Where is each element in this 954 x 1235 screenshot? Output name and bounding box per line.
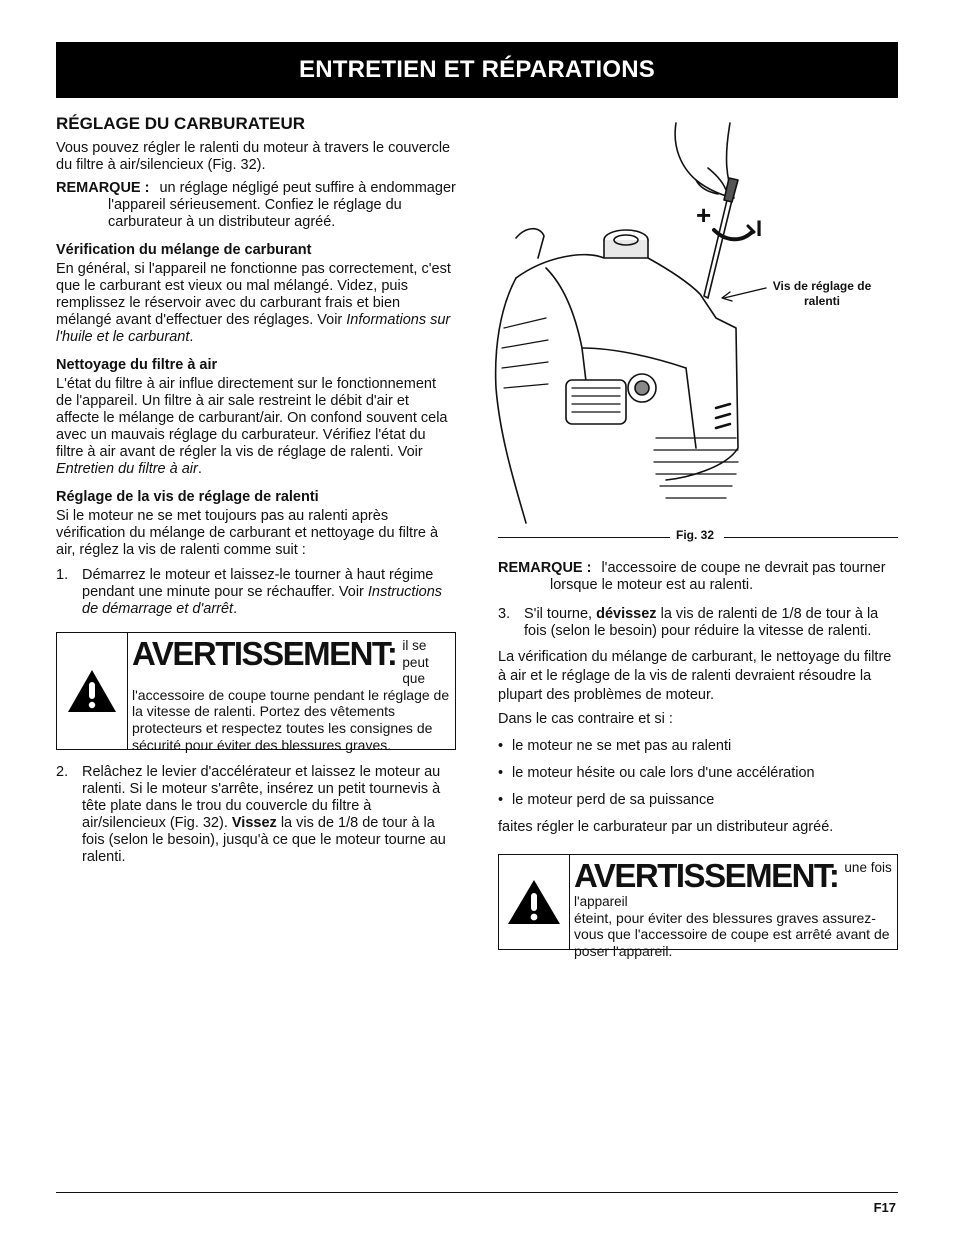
section-header — [56, 42, 898, 98]
step-2: 2. Relâchez le levier d'accélérateur et laissez le moteur au ralenti. Si le moteur s'arrête, insérez un petit tournevis à tête plate dans le trou du couvercle du filtre à air/silencieux (Fig. 32). Vissez la vis de 1/8 de tour à la fois (selon le besoin), jusqu'à ce que le moteur tourne au ralenti. — [56, 764, 446, 865]
minus-sign: I — [756, 216, 763, 241]
intro-text: Vous pouvez régler le ralenti du moteur à travers le couvercle du filtre à air/silencieux (Fig. 32). — [56, 140, 451, 173]
list-item: • le moteur perd de sa puissance — [498, 792, 715, 808]
warning-icon — [499, 855, 570, 949]
idle-text: Si le moteur ne se met toujours pas au ralenti après vérification du mélange de carburant et nettoyage du filtre à air, réglez la vis de ralenti comme suit : — [56, 508, 439, 558]
step-1: 1. Démarrez le moteur et laissez-le tourner à haut régime pendant une minute pour se réchauffer. Voir Instructions de démarrage et d'arrêt. — [56, 567, 443, 617]
step1-link: Instructions de démarrage et d'arrêt — [82, 584, 443, 617]
warning2-text: éteint, pour éviter des blessures graves assurez-vous que l'accessoire de coupe est arrêté avant de poser l'appareil. — [574, 909, 890, 959]
warning-title: AVERTISSEMENT: — [132, 635, 397, 672]
warning-box-2 — [498, 854, 898, 959]
mix-heading: Vérification du mélange de carburant — [56, 242, 312, 258]
note2-label: REMARQUE : — [498, 560, 592, 576]
right-column — [498, 556, 898, 959]
figure-label: Fig. 32 — [676, 528, 715, 542]
idle-screw-callout: Vis de réglage de ralenti — [772, 279, 872, 308]
else-text: Dans le cas contraire et si : — [498, 711, 673, 727]
warning-lead: il se peut que — [402, 638, 429, 687]
footer-rule — [56, 1192, 898, 1193]
figure-32-illustration — [486, 118, 898, 548]
note2-text: l'accessoire de coupe ne devrait pas tourner lorsque le moteur est au ralenti. — [550, 560, 886, 593]
filter-text: L'état du filtre à air influe directement sur le fonctionnement de l'appareil. Un filtre à air sale restreint le débit d'air et affecte le mélange de carburant/air. On confond souvent cela avec un mauvais réglage du carburateur. Vérifiez l'état du filtre à air avant de régler la vis de réglage de ralenti. Voir Entretien du filtre à air. — [56, 376, 448, 477]
figure-caption — [498, 528, 898, 544]
left-column — [56, 112, 456, 874]
list-item: • le moteur ne se met pas au ralenti — [498, 738, 732, 754]
filter-link: Entretien du filtre à air — [56, 461, 198, 477]
note-label: REMARQUE : — [56, 180, 150, 196]
carburetor-heading: RÉGLAGE DU CARBURATEUR — [56, 114, 306, 133]
warning2-title: AVERTISSEMENT: — [574, 857, 839, 894]
mix-link: Informations sur l'huile et le carburant — [56, 312, 451, 345]
warning-icon — [57, 633, 128, 749]
page-number: F17 — [873, 1200, 896, 1215]
filter-heading: Nettoyage du filtre à air — [56, 357, 218, 373]
note-text: un réglage négligé peut suffire à endommager l'appareil sérieusement. Confiez le réglage du carburateur à un distributeur agréé. — [108, 180, 456, 230]
note-2 — [498, 560, 898, 594]
caption-rule-right — [724, 537, 898, 538]
dealer-text: faites régler le carburateur par un distributeur agréé. — [498, 819, 834, 835]
warning2-lead: une fois l'appareil — [574, 860, 892, 909]
note-1 — [56, 180, 456, 231]
warning-text: l'accessoire de coupe tourne pendant le réglage de la vitesse de ralenti. Portez des vêtements protecteurs et respectez toutes les consignes de sécurité pour éviter des blessures graves. — [132, 686, 450, 753]
step-3: 3. S'il tourne, dévissez la vis de ralenti de 1/8 de tour à la fois (selon le besoin) pour réduire la vitesse de ralenti. — [498, 606, 879, 639]
idle-heading: Réglage de la vis de réglage de ralenti — [56, 489, 319, 505]
mix-text: En général, si l'appareil ne fonctionne pas correctement, c'est que le carburant est vieux ou mal mélangé. Videz, puis remplissez le réservoir avec du carburant frais et bien mélangé avant d'effectuer des réglages. Voir Informations sur l'huile et le carburant. — [56, 261, 451, 345]
section-title: ENTRETIEN ET RÉPARATIONS — [299, 56, 655, 83]
list-item: • le moteur hésite ou cale lors d'une accélération — [498, 765, 815, 781]
caption-rule-left — [498, 537, 670, 538]
summary-text: La vérification du mélange de carburant, le nettoyage du filtre à air et le réglage de la vis de ralenti devraient résoudre la plupart des problèmes de moteur. — [498, 649, 892, 703]
warning-box-1 — [56, 632, 456, 753]
plus-sign: + — [696, 200, 712, 230]
